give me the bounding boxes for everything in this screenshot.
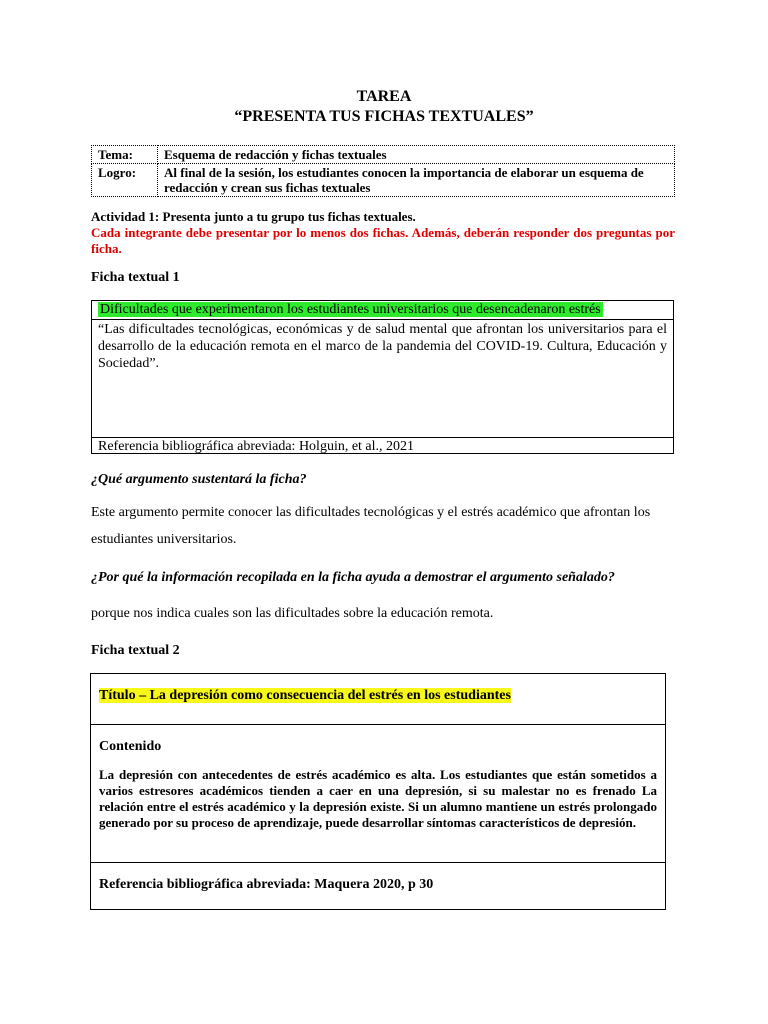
ficha1-label: Ficha textual 1 xyxy=(91,270,180,285)
ficha1-title-row xyxy=(92,301,673,320)
ficha2-content: La depresión con antecedentes de estrés académico es alta. Los estudiantes que están sometidos a varios estresores académicos tienden a caer en una depresión, si su malestar no es frenado La relación entre el estrés académico y la depresión existe. Si un alumno mantiene un estrés prolongado generado por su proceso de aprendizaje, puede desarrollar síntomas característicos de depresión. xyxy=(99,767,657,830)
answer-2: porque nos indica cuales son las dificultades sobre la educación remota. xyxy=(91,606,494,621)
answer-1: Este argumento permite conocer las dificultades tecnológicas y el estrés académico que afrontan los estudiantes universitarios. xyxy=(91,505,651,547)
logro-value: Al final de la sesión, los estudiantes conocen la importancia de elaborar un esquema de redacción y crean sus fichas textuales xyxy=(158,164,675,197)
ficha1-card xyxy=(91,300,674,454)
ficha2-title-row xyxy=(91,674,665,725)
meta-table xyxy=(91,145,675,197)
tema-row xyxy=(92,146,675,164)
tema-value: Esquema de redacción y fichas textuales xyxy=(158,146,675,164)
document-subtitle: “PRESENTA TUS FICHAS TEXTUALES” xyxy=(234,108,534,125)
question-1: ¿Qué argumento sustentará la ficha? xyxy=(91,472,307,487)
question-2: ¿Por qué la información recopilada en la ficha ayuda a demostrar el argumento señalado? xyxy=(91,570,615,585)
ficha2-title: Título – La depresión como consecuencia del estrés en los estudiantes xyxy=(99,688,511,703)
document-title: TAREA xyxy=(356,88,412,105)
ficha2-content-label: Contenido xyxy=(99,739,162,754)
tema-label: Tema: xyxy=(92,146,158,164)
ficha2-card xyxy=(90,673,666,910)
ficha1-title: Dificultades que experimentaron los estudiantes universitarios que desencadenaron estrés xyxy=(100,302,601,317)
activity-instruction: Cada integrante debe presentar por lo menos dos fichas. Además, deberán responder dos preguntas por ficha. xyxy=(91,225,675,256)
logro-row xyxy=(92,164,675,197)
ficha2-reference: Referencia bibliográfica abreviada: Maquera 2020, p 30 xyxy=(99,877,434,892)
ficha2-content-section xyxy=(91,725,665,863)
logro-label: Logro: xyxy=(92,164,158,197)
activity-title: Actividad 1: Presenta junto a tu grupo tus fichas textuales. xyxy=(91,209,416,224)
ficha1-reference: Referencia bibliográfica abreviada: Holguin, et al., 2021 xyxy=(98,439,415,454)
ficha2-label: Ficha textual 2 xyxy=(91,643,180,658)
ficha1-content: “Las dificultades tecnológicas, económicas y de salud mental que afrontan los universitarios para el desarrollo de la educación remota en el marco de la pandemia del COVID-19. Cultura, Educación y Sociedad”. xyxy=(92,320,673,438)
